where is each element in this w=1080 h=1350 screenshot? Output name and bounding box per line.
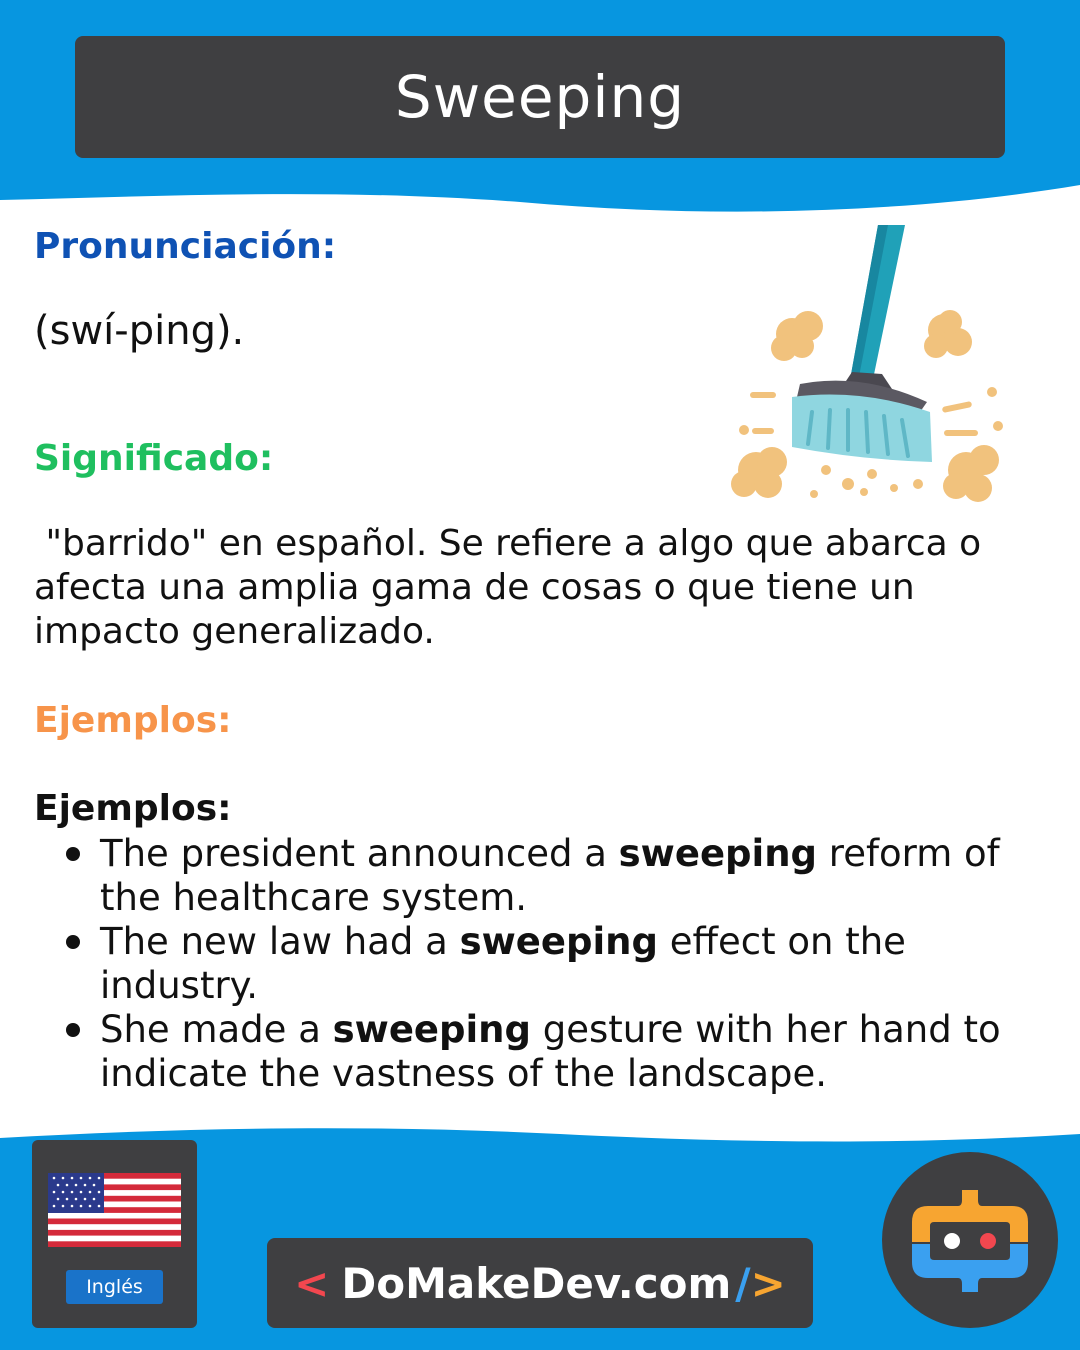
broom-sweeping-dust-icon	[722, 222, 1012, 507]
examples-list	[100, 832, 1050, 1096]
site-name: DoMakeDev.com	[341, 1258, 732, 1308]
pronunciation-label: Pronunciación:	[34, 226, 337, 267]
example-text-before: The new law had a	[100, 920, 460, 963]
example-item	[100, 1008, 1050, 1096]
example-keyword: sweeping	[459, 920, 658, 963]
pronunciation-text: (swí-ping).	[34, 308, 245, 354]
us-flag-icon	[48, 1173, 181, 1247]
site-link[interactable]	[267, 1238, 813, 1328]
example-item	[100, 832, 1050, 920]
example-item	[100, 920, 1050, 1008]
examples-heading: Ejemplos:	[34, 788, 232, 829]
domakedev-robot-logo-icon	[882, 1152, 1060, 1328]
title-banner	[75, 36, 1005, 158]
language-badge: Inglés	[66, 1270, 163, 1304]
code-open-bracket: <	[294, 1258, 330, 1308]
example-text-after: effect on the industry.	[100, 920, 906, 1007]
meaning-label: Significado:	[34, 438, 274, 479]
example-text-after: reform of the healthcare system.	[100, 832, 1000, 919]
example-keyword: sweeping	[618, 832, 818, 875]
page-title: Sweeping	[394, 63, 686, 131]
meaning-text: "barrido" en español. Se refiere a algo que abarca o afecta una amplia gama de cosas o que tiene un impacto generalizado.	[34, 523, 993, 652]
example-text-before: The president announced a	[100, 832, 619, 875]
example-text-after: gesture with her hand to indicate the vastness of the landscape.	[100, 1008, 1001, 1095]
code-close-bracket: >	[750, 1258, 786, 1308]
example-text-before: She made a	[100, 1008, 333, 1051]
code-slash: /	[735, 1258, 751, 1308]
examples-label: Ejemplos:	[34, 700, 232, 741]
example-keyword: sweeping	[332, 1008, 532, 1051]
language-card	[32, 1140, 197, 1328]
